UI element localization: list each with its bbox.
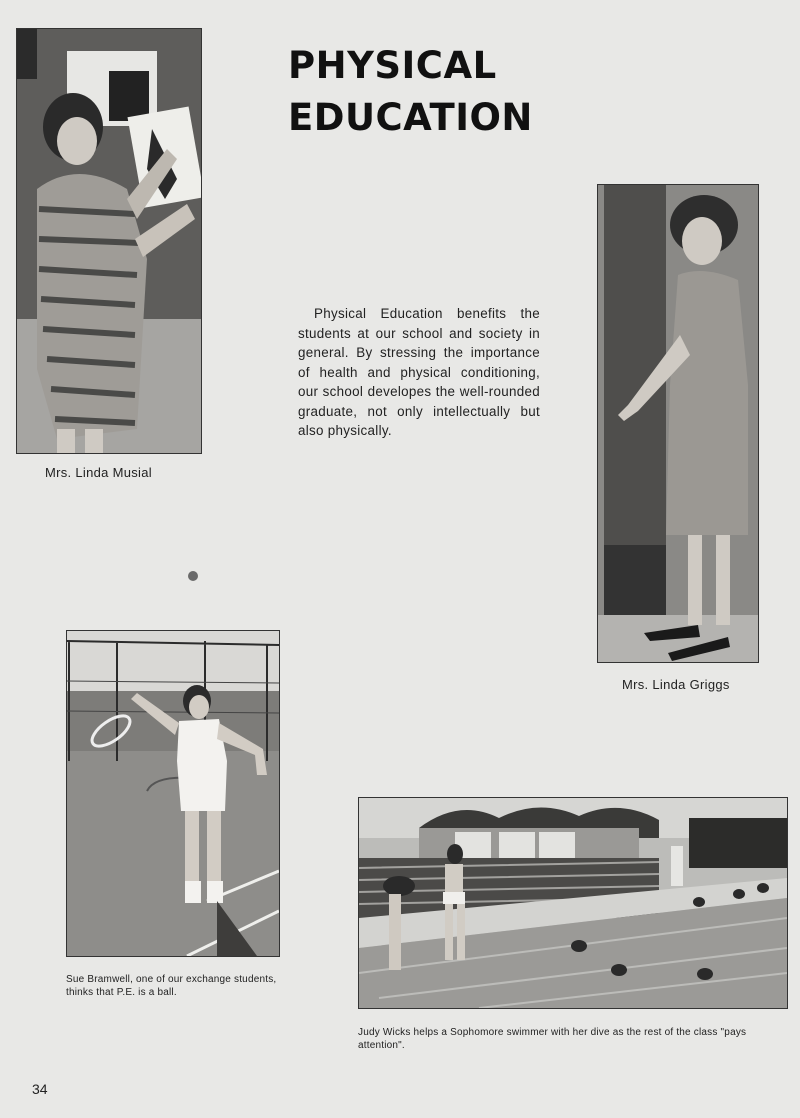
caption-musial: Mrs. Linda Musial	[45, 465, 152, 480]
photo-griggs-image	[598, 185, 758, 662]
photo-pool-image	[359, 798, 787, 1008]
caption-griggs: Mrs. Linda Griggs	[622, 677, 730, 692]
photo-musial-image	[17, 29, 201, 453]
intro-paragraph-text: Physical Education benefits the students at our school and society in general. By stressing the importance of health and physical conditioning, our school developes the well-rounded graduate, not only intellectually but also physically.	[298, 306, 540, 438]
photo-bramwell-image	[67, 631, 279, 956]
photo-musial	[16, 28, 202, 454]
page-number: 34	[32, 1081, 48, 1097]
ball-graphic	[188, 571, 198, 581]
intro-paragraph	[298, 304, 540, 441]
photo-pool	[358, 797, 788, 1009]
page-title	[288, 40, 533, 144]
caption-wicks: Judy Wicks helps a Sophomore swimmer with her dive as the rest of the class "pays attention".	[358, 1027, 747, 1051]
photo-griggs	[597, 184, 759, 663]
title-line-2: EDUCATION	[288, 96, 533, 139]
caption-bramwell: Sue Bramwell, one of our exchange students, thinks that P.E. is a ball.	[66, 974, 277, 998]
title-line-1: PHYSICAL	[288, 44, 497, 87]
photo-bramwell	[66, 630, 280, 957]
